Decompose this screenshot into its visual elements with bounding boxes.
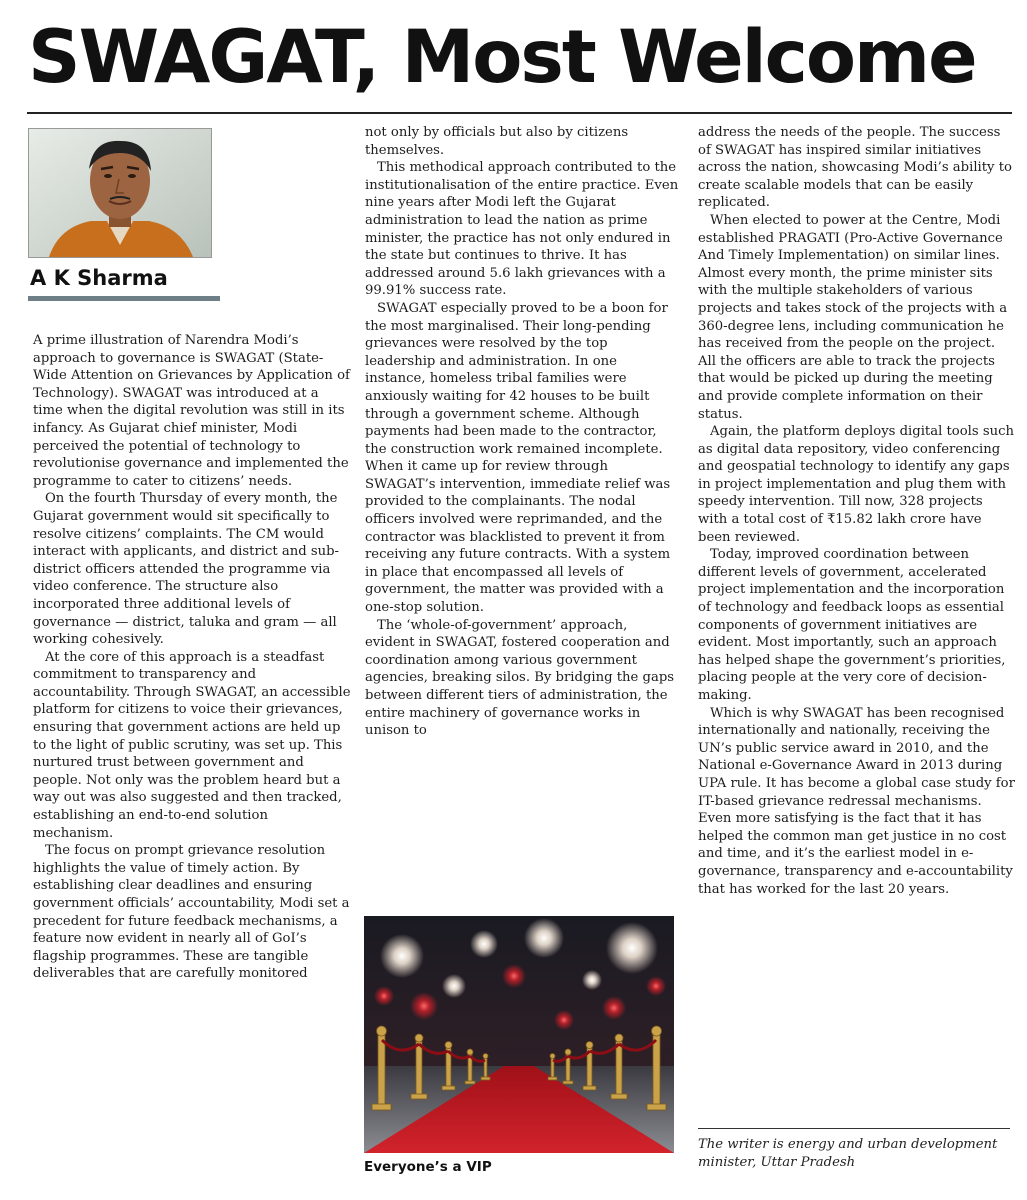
paragraph: address the needs of the people. The success of SWAGAT has inspired similar initiatives across the nation, showcasing Modi’s ability to create scalable models that can be easily replicated. [698,125,1012,211]
paragraph: On the fourth Thursday of every month, the Gujarat government would sit specifically to resolve citizens’ complaints. The CM would interact with applicants, and district and sub-district officers attended the programme via video conference. The structure also incorporated three additional levels of governance — district, taluka and gram — all working cohesively. [33,491,339,648]
paragraph: Again, the platform deploys digital tools such as digital data repository, video conferencing and geospatial technology to identify any gaps in project implementation and plug them with speedy intervention. Till now, 328 projects with a total cost of ₹15.82 lakh crore have been reviewed. [698,424,1014,545]
author-portrait-icon [29,129,211,257]
paragraph: The ‘whole-of-government’ approach, evident in SWAGAT, fostered cooperation and coordination among various government agencies, breaking silos. By bridging the gaps between different tiers of administration, the entire machinery of governance works in unison to [365,617,675,739]
author-bio: The writer is energy and urban development minister, Uttar Pradesh [698,1137,998,1170]
article-column-2 [365,124,679,740]
paragraph: SWAGAT especially proved to be a boon for the most marginalised. Their long-pending grievances were resolved by the top leadership and administration. In one instance, homeless tribal families were anxiously waiting for 42 houses to be built through a government scheme. Although payments had been made to the contractor, the construction work remained incomplete. When it came up for review through SWAGAT’s intervention, immediate relief was provided to the complainants. The nodal officers involved were reprimanded, and the contractor was blacklisted to prevent it from receiving any future contracts. With a system in place that encompassed all levels of government, the matter was provided with a one-stop solution. [365,300,671,616]
paragraph: A prime illustration of Narendra Modi’s approach to governance is SWAGAT (State-Wide Attention on Grievances by Application of Technology). SWAGAT was introduced at a time when the digital revolution was still in its infancy. As Gujarat chief minister, Modi perceived the potential of technology to revolutionise governance and implemented the programme to cater to citizens’ needs. [33,333,350,489]
paragraph: Today, improved coordination between different levels of government, accelerated project implementation and the incorporation of technology and feedback loops as essential components of government initiatives are evident. Most importantly, such an approach has helped shape the government’s priorities, placing people at the very core of decision-making. [698,547,1006,703]
author-photo [28,128,212,258]
paragraph: not only by officials but also by citizens themselves. [365,125,629,158]
photo-caption: Everyone’s a VIP [364,1159,492,1175]
headline: SWAGAT, Most Welcome [28,15,976,100]
article-column-1 [33,332,351,983]
paragraph: The focus on prompt grievance resolution highlights the value of timely action. By establishing clear deadlines and ensuring government officials’ accountability, Modi set a precedent for future feedback mechanisms, a feature now evident in nearly all of GoI’s flagship programmes. These are tangible deliverables that are carefully monitored [33,843,350,982]
paragraph: At the core of this approach is a steadfast commitment to transparency and accountability. Through SWAGAT, an accessible platform for citizens to voice their grievances, ensuring that government actions are held up to the light of public scrutiny, was set up. This nurtured trust between government and people. Not only was the problem heard but a way out was also suggested and then tracked, establishing an end-to-end solution mechanism. [33,649,351,841]
red-carpet-photo-icon [364,916,674,1153]
article-column-3 [698,124,1016,898]
headline-rule [27,112,1012,114]
author-name: A K Sharma [30,266,168,290]
bio-rule [698,1128,1010,1129]
author-underline [28,296,220,301]
paragraph: When elected to power at the Centre, Modi established PRAGATI (Pro-Active Governance And Timely Implementation) on similar lines. Almost every month, the prime minister sits with the multiple stakeholders of various projects and takes stock of the projects with a 360-degree lens, including communication he has received from the people on the project. All the officers are able to track the projects that would be picked up during the meeting and provide complete information on their status. [698,212,1008,422]
paragraph: This methodical approach contributed to the institutionalisation of the entire practice. Even nine years after Modi left the Gujarat administration to lead the nation as prime minister, the practice has not only endured in the state but continues to thrive. It has addressed around 5.6 lakh grievances with a 99.91% success rate. [365,160,679,299]
vip-photo [364,916,674,1153]
paragraph: Which is why SWAGAT has been recognised internationally and nationally, receiving the UN’s public service award in 2010, and the National e-Governance Award in 2013 during UPA rule. It has become a global case study for IT-based grievance redressal mechanisms. Even more satisfying is the fact that it has helped the common man get justice in no cost and time, and it’s the earliest model in e-governance, transparency and e-accountability that has worked for the last 20 years. [698,705,1015,897]
